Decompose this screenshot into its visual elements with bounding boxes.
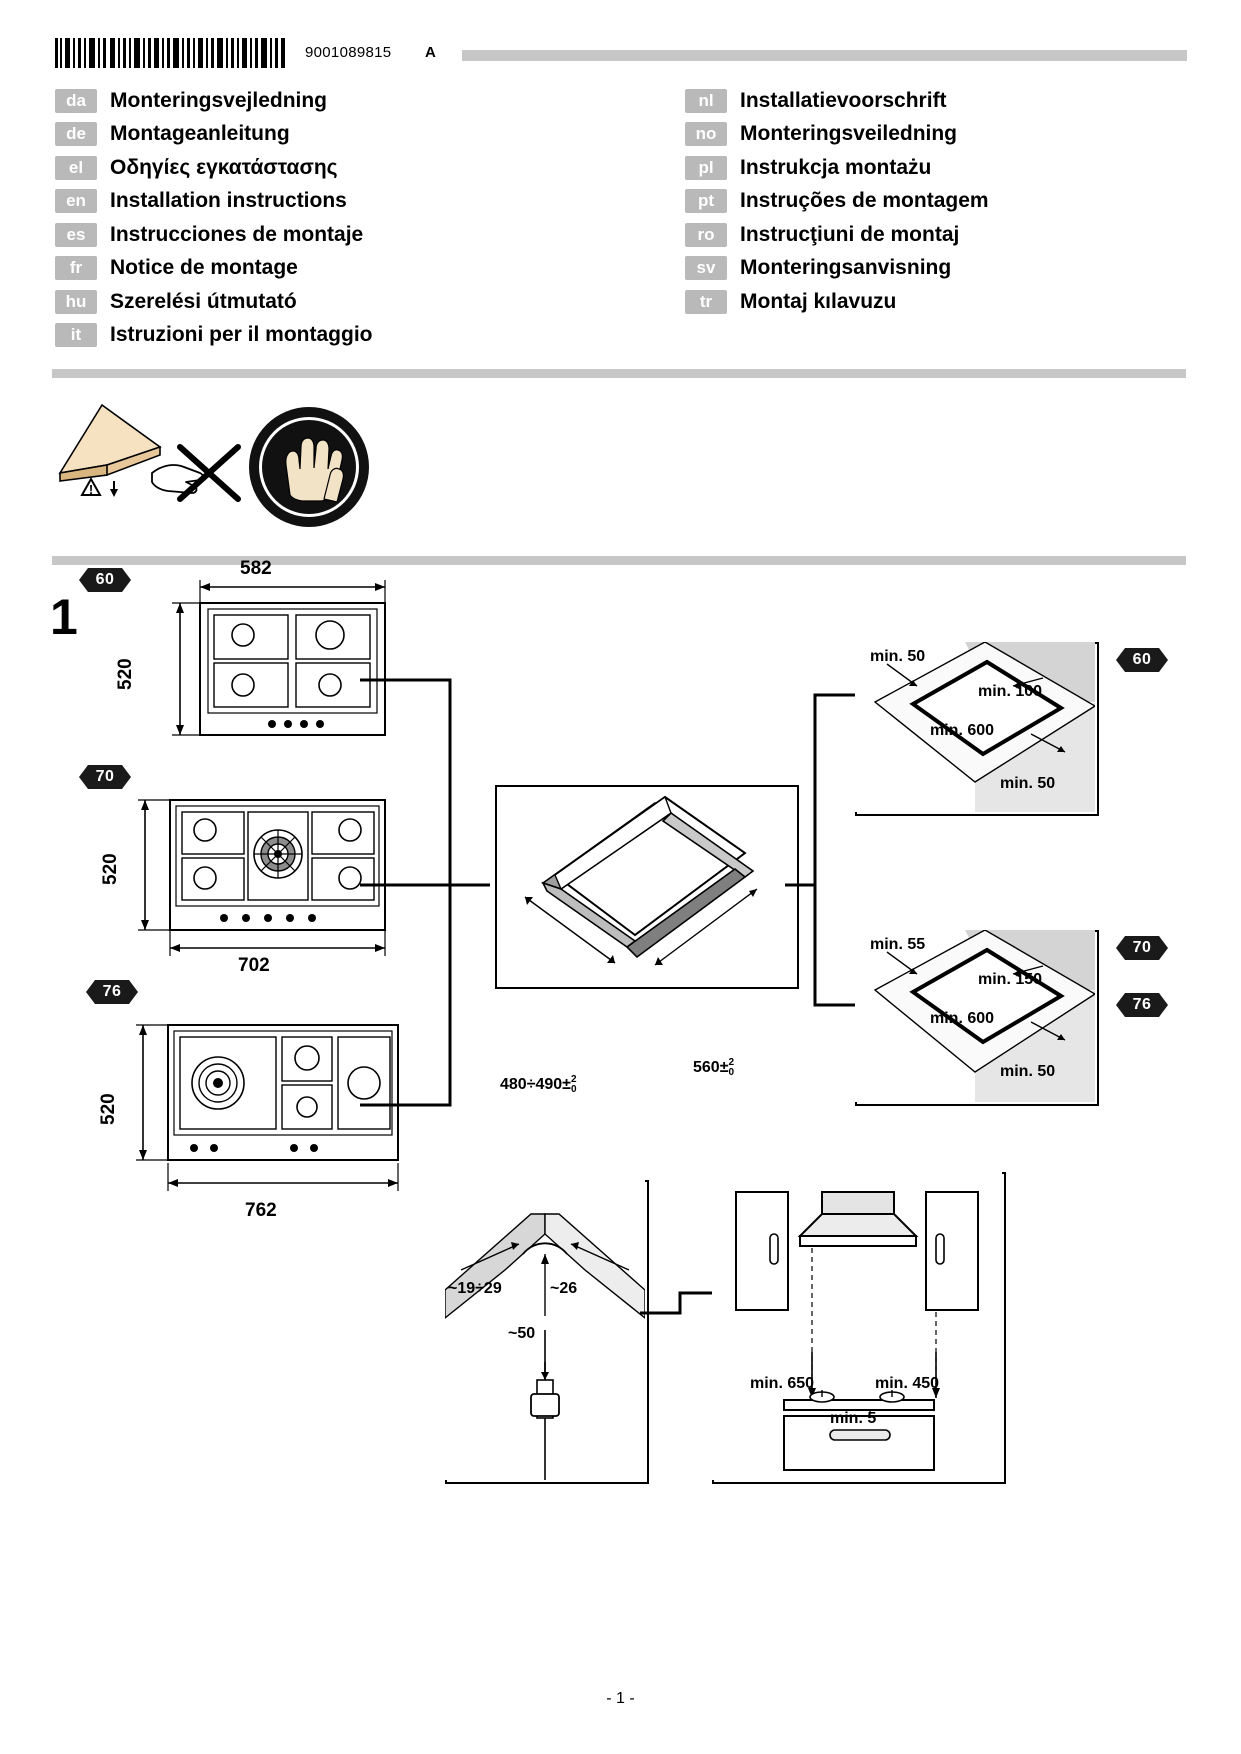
safety-icons <box>52 395 372 535</box>
tag-clearance-60: 60 <box>1125 648 1159 672</box>
language-row-pt <box>685 185 1185 219</box>
hood-detail-drawing <box>712 1172 1002 1480</box>
language-row-hu <box>55 285 615 319</box>
language-name-nl: Installatievoorschrift <box>740 88 947 112</box>
page-number: - 1 - <box>606 1690 635 1707</box>
header-rule <box>462 50 1187 61</box>
language-row-es <box>55 218 615 252</box>
document-number: 9001089815 <box>305 44 392 61</box>
language-row-it <box>55 319 615 353</box>
language-code-en: en <box>55 189 97 213</box>
cutout-drawing <box>495 785 795 985</box>
language-column-right <box>685 84 1185 319</box>
cutout-depth-value: 480÷490± <box>500 1076 571 1094</box>
tag-hob-70: 70 <box>88 765 122 789</box>
clearance7076-front-label: min. 50 <box>1000 1063 1056 1080</box>
language-row-tr <box>685 285 1185 319</box>
section-divider-top <box>52 369 1186 378</box>
language-name-pt: Instruções de montagem <box>740 189 989 213</box>
language-code-da: da <box>55 89 97 113</box>
language-name-pl: Instrukcja montażu <box>740 155 932 179</box>
step-number: 1 <box>50 589 78 645</box>
cutout-depth-tol-top: 2 <box>570 1074 577 1085</box>
language-name-ro: Instrucţiuni de montaj <box>740 222 960 246</box>
language-name-no: Monteringsveiledning <box>740 122 958 146</box>
language-name-hu: Szerelési útmutató <box>110 289 297 313</box>
worktop-detail-drawing <box>445 1180 645 1480</box>
cutout-width-tol-bottom: 0 <box>728 1067 735 1078</box>
clearance60-side-label: min. 100 <box>978 683 1043 700</box>
dim-hob60-depth: 520 <box>115 658 136 690</box>
barcode <box>55 38 287 68</box>
cutout-depth-tol-bottom: 0 <box>570 1084 577 1095</box>
clearance60-back-label: min. 50 <box>870 648 926 665</box>
language-name-tr: Montaj kılavuzu <box>740 289 897 313</box>
dim-hob76-depth: 520 <box>98 1093 119 1125</box>
language-code-no: no <box>685 122 727 146</box>
worktop-radius-right-label: ~26 <box>550 1280 578 1297</box>
language-row-en <box>55 185 615 219</box>
language-name-it: Istruzioni per il montaggio <box>110 323 373 347</box>
svg-text:!: ! <box>88 482 94 497</box>
language-code-sv: sv <box>685 256 727 280</box>
language-code-pt: pt <box>685 189 727 213</box>
language-row-pl <box>685 151 1185 185</box>
language-row-el <box>55 151 615 185</box>
language-name-en: Installation instructions <box>110 189 347 213</box>
dim-hob60-width: 582 <box>240 558 272 579</box>
cutout-width-value: 560± <box>693 1059 729 1077</box>
cutout-width-label <box>693 1058 734 1078</box>
language-name-da: Monteringsvejledning <box>110 88 328 112</box>
language-name-el: Οδηγίες εγκατάστασης <box>110 155 338 179</box>
language-code-hu: hu <box>55 290 97 314</box>
language-name-fr: Notice de montage <box>110 256 298 280</box>
cutout-depth-label <box>500 1075 577 1095</box>
cutout-width-tol-top: 2 <box>728 1057 735 1068</box>
worktop-depth-label: ~50 <box>508 1325 536 1342</box>
hood-height-label: min. 650 <box>750 1375 815 1392</box>
language-row-de <box>55 118 615 152</box>
language-row-da <box>55 84 615 118</box>
tag-clearance-76: 76 <box>1125 993 1159 1017</box>
clearance7076-worktop-label: min. 600 <box>930 1010 995 1027</box>
language-row-fr <box>55 252 615 286</box>
language-name-de: Montageanleitung <box>110 122 290 146</box>
tag-hob-76: 76 <box>95 980 129 1004</box>
dim-hob70-width: 702 <box>238 955 270 976</box>
clearance7076-back-label: min. 55 <box>870 936 926 953</box>
tag-hob-60: 60 <box>88 568 122 592</box>
worktop-radius-left-label: ~19÷29 <box>448 1280 502 1297</box>
language-row-ro <box>685 218 1185 252</box>
language-row-sv <box>685 252 1185 286</box>
connector-line-hood <box>640 1285 720 1325</box>
language-code-tr: tr <box>685 290 727 314</box>
language-code-fr: fr <box>55 256 97 280</box>
clearance60-worktop-label: min. 600 <box>930 722 995 739</box>
installation-diagram <box>40 558 1200 1650</box>
cabinet-height-label: min. 450 <box>875 1375 940 1392</box>
language-name-sv: Monteringsanvisning <box>740 256 952 280</box>
language-column-left <box>55 84 615 352</box>
language-code-ro: ro <box>685 223 727 247</box>
language-name-es: Instrucciones de montaje <box>110 222 364 246</box>
dim-hob70-depth: 520 <box>100 853 121 885</box>
clearance60-front-label: min. 50 <box>1000 775 1056 792</box>
language-code-nl: nl <box>685 89 727 113</box>
language-code-es: es <box>55 223 97 247</box>
language-code-de: de <box>55 122 97 146</box>
language-code-it: it <box>55 323 97 347</box>
dim-hob76-width: 762 <box>245 1200 277 1221</box>
language-row-no <box>685 118 1185 152</box>
language-code-el: el <box>55 156 97 180</box>
document-revision: A <box>425 44 436 61</box>
language-code-pl: pl <box>685 156 727 180</box>
section-divider-bottom <box>52 556 1186 565</box>
hob-gap-label: min. 5 <box>830 1410 877 1427</box>
tag-clearance-70: 70 <box>1125 936 1159 960</box>
clearance7076-side-label: min. 150 <box>978 971 1043 988</box>
language-row-nl <box>685 84 1185 118</box>
